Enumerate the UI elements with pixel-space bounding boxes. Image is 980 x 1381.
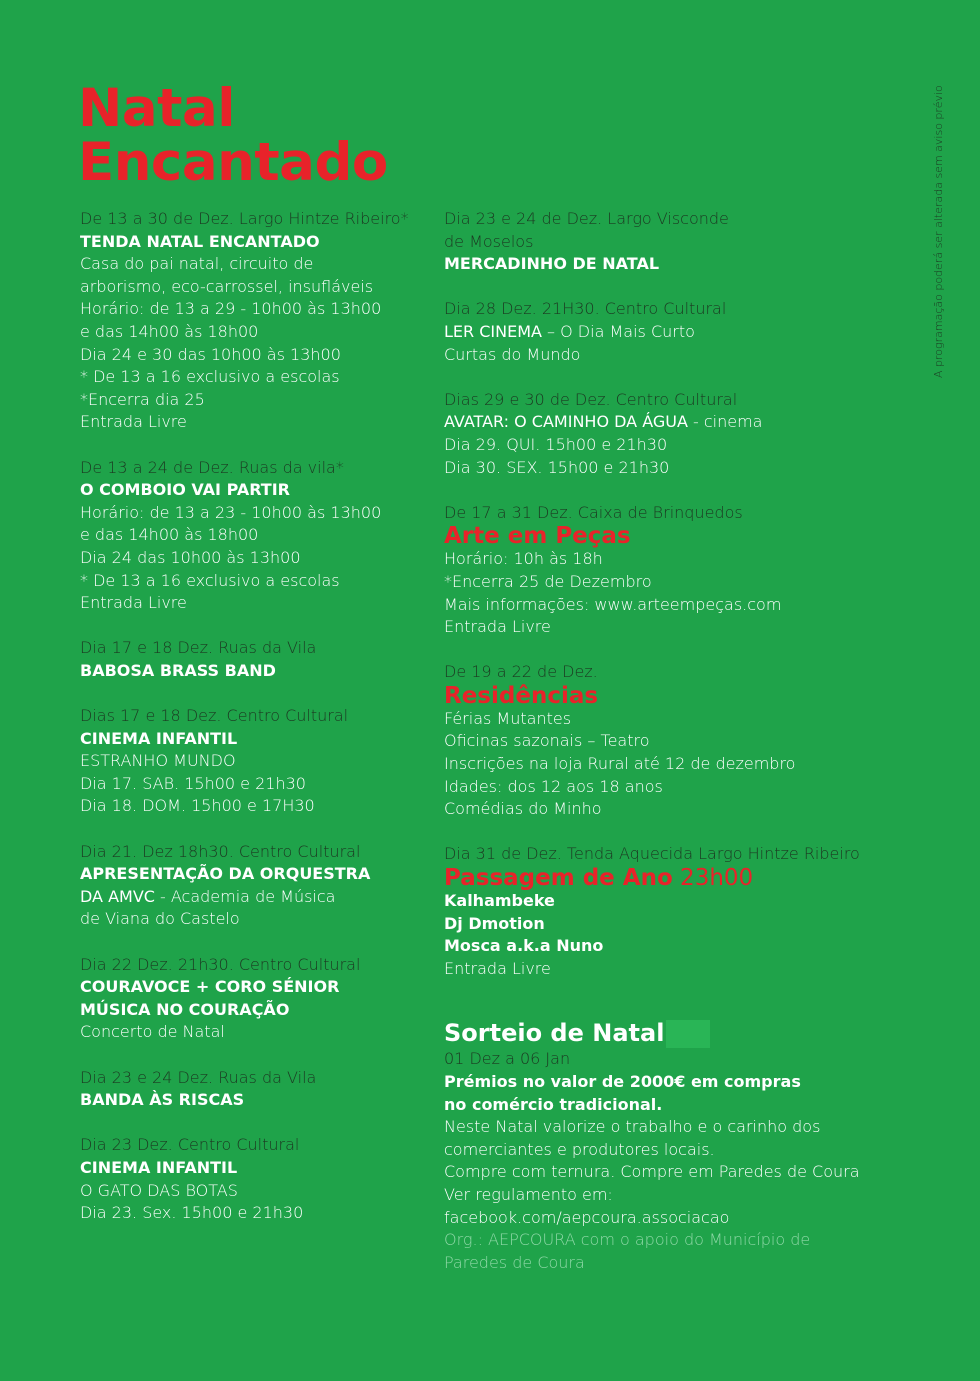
page-title [78,78,388,193]
event-line: Horário: de 13 a 23 - 10h00 às 13h00 [80,502,382,522]
event-comboio [80,457,430,615]
event-line: Dia 17. SAB. 15h00 e 21h30 [80,773,306,793]
artist-name: Mosca a.k.a Nuno [444,936,604,956]
event-meta: De 17 a 31 Dez. Caixa de Brinquedos [444,502,743,522]
event-name-line [444,321,874,344]
event-line: Horário: 10h às 18h [444,549,603,569]
event-line: Idades: dos 12 aos 18 anos [444,776,663,796]
event-heading: Residências [444,682,599,709]
event-ler-cinema [444,298,874,366]
event-heading [444,866,874,890]
event-line: Dia 24 e 30 das 10h00 às 13h00 [80,344,341,364]
left-column [80,208,430,1247]
event-name-part: DA AMVC [80,886,155,906]
event-line: Concerto de Natal [80,1022,225,1042]
event-name: BABOSA BRASS BAND [80,660,276,680]
artist-name: Kalhambeke [444,891,555,911]
event-meta: Dia 23 Dez. Centro Cultural [80,1135,300,1155]
event-name: CINEMA INFANTIL [80,728,238,748]
sorteio-title [444,1018,710,1048]
event-avatar [444,389,874,479]
event-line: Inscrições na loja Rural até 12 de dezembro [444,754,796,774]
sorteio-org: Paredes de Coura [444,1252,585,1272]
event-residencias [444,661,874,821]
event-line: Oficinas sazonais – Teatro [444,731,650,751]
event-banda-riscas [80,1067,430,1112]
event-line: *Encerra 25 de Dezembro [444,571,652,591]
event-line: Férias Mutantes [444,708,572,728]
event-line: Horário: de 13 a 29 - 10h00 às 13h00 [80,299,382,319]
event-heading: Arte em Peças [444,523,631,550]
event-name-line [444,411,874,434]
event-line: Entrada Livre [444,617,551,637]
event-line: Casa do pai natal, circuito de [80,254,314,274]
event-name-rest: - Academia de Música [154,886,336,906]
event-line: Entrada Livre [444,958,551,978]
event-line: O GATO DAS BOTAS [80,1180,238,1200]
right-column [444,208,874,1274]
event-line: *Encerra dia 25 [80,389,205,409]
event-meta: De 19 a 22 de Dez. [444,662,598,682]
event-line: Dia 18. DOM. 15h00 e 17H30 [80,796,315,816]
event-meta: de Moselos [444,231,534,251]
event-name-rest: – O Dia Mais Curto [541,321,695,341]
event-name-line [80,886,430,909]
event-line: Entrada Livre [80,412,187,432]
event-meta: Dia 31 de Dez. Tenda Aquecida Largo Hintze Ribeiro [444,844,860,864]
event-line: Comédias do Minho [444,799,602,819]
sorteio-date: 01 Dez a 06 Jan [444,1049,571,1069]
title-line-2: Encantado [78,132,388,193]
sorteio-section [444,1018,874,1274]
event-meta: Dia 28 Dez. 21H30. Centro Cultural [444,299,727,319]
event-line: ESTRANHO MUNDO [80,751,236,771]
event-meta: Dias 29 e 30 de Dez. Centro Cultural [444,389,738,409]
event-line: Mais informações: www.arteempeças.com [444,594,782,614]
event-name: CINEMA INFANTIL [80,1157,238,1177]
event-line: Dia 30. SEX. 15h00 e 21h30 [444,457,670,477]
event-arte-em-pecas [444,502,874,639]
event-line: Dia 24 das 10h00 às 13h00 [80,547,301,567]
sorteio-prize: no comércio tradicional. [444,1094,663,1114]
event-name: TENDA NATAL ENCANTADO [80,231,320,251]
event-mercadinho [444,208,874,276]
event-line: Dia 23. Sex. 15h00 e 21h30 [80,1203,304,1223]
event-couravoce [80,954,430,1044]
event-babosa-brass [80,637,430,682]
event-name: MÚSICA NO COURAÇÃO [80,999,290,1019]
event-line: * De 13 a 16 exclusivo a escolas [80,367,340,387]
event-name: O COMBOIO VAI PARTIR [80,480,290,500]
sorteio-line: Compre com ternura. Compre em Paredes de Coura [444,1162,860,1182]
event-line: Entrada Livre [80,593,187,613]
event-name: COURAVOCE + CORO SÉNIOR [80,977,340,997]
sorteio-line: Neste Natal valorize o trabalho e o carinho dos [444,1117,821,1137]
sorteio-line: comerciantes e produtores locais. [444,1139,715,1159]
event-line: Curtas do Mundo [444,344,581,364]
event-meta: Dia 21. Dez 18h30. Centro Cultural [80,841,361,861]
event-meta: Dia 22 Dez. 21h30. Centro Cultural [80,954,361,974]
event-line: arborismo, eco-carrossel, insufláveis [80,276,374,296]
event-heading-text: Passagem de Ano [444,865,673,892]
event-line: e das 14h00 às 18h00 [80,321,259,341]
event-line: e das 14h00 às 18h00 [80,525,259,545]
event-name: APRESENTAÇÃO DA ORQUESTRA [80,864,371,884]
title-line-1: Natal [78,78,235,139]
sorteio-prize: Prémios no valor de 2000€ em compras [444,1072,801,1091]
event-name-part: LER CINEMA [444,321,542,341]
event-name: MERCADINHO DE NATAL [444,254,660,274]
event-meta: Dia 23 e 24 Dez. Ruas da Vila [80,1067,317,1087]
event-name-part: AVATAR: O CAMINHO DA ÁGUA [444,412,688,432]
event-name-rest: - cinema [687,412,763,432]
event-heading-time: 23h00 [672,865,754,892]
event-meta: Dia 23 e 24 de Dez. Largo Visconde [444,209,729,228]
event-meta: Dias 17 e 18 Dez. Centro Cultural [80,706,349,726]
event-tenda-natal [80,208,430,434]
sorteio-title-text: Sorteio de Natal [444,1019,665,1048]
event-meta: Dia 17 e 18 Dez. Ruas da Vila [80,638,317,658]
sorteio-org: Org.: AEPCOURA com o apoio do Município de [444,1230,811,1250]
title-highlight-bar [666,1020,710,1048]
event-orquestra [80,841,430,931]
event-cinema-gato-botas [80,1134,430,1224]
disclaimer-note: A programação poderá ser alterada sem aviso prévio [932,85,945,378]
event-meta: De 13 a 30 de Dez. Largo Hintze Ribeiro* [80,209,409,228]
event-cinema-estranho-mundo [80,705,430,818]
event-meta: De 13 a 24 de Dez. Ruas da vila* [80,457,344,477]
event-name: BANDA ÀS RISCAS [80,1090,245,1110]
event-line: * De 13 a 16 exclusivo a escolas [80,570,340,590]
sorteio-line: Ver regulamento em: [444,1184,613,1204]
event-line: Dia 29. QUI. 15h00 e 21h30 [444,434,668,454]
sorteio-link: facebook.com/aepcoura.associacao [444,1207,730,1227]
event-passagem-de-ano [444,843,874,980]
artist-name: Dj Dmotion [444,913,545,933]
event-line: de Viana do Castelo [80,909,240,929]
